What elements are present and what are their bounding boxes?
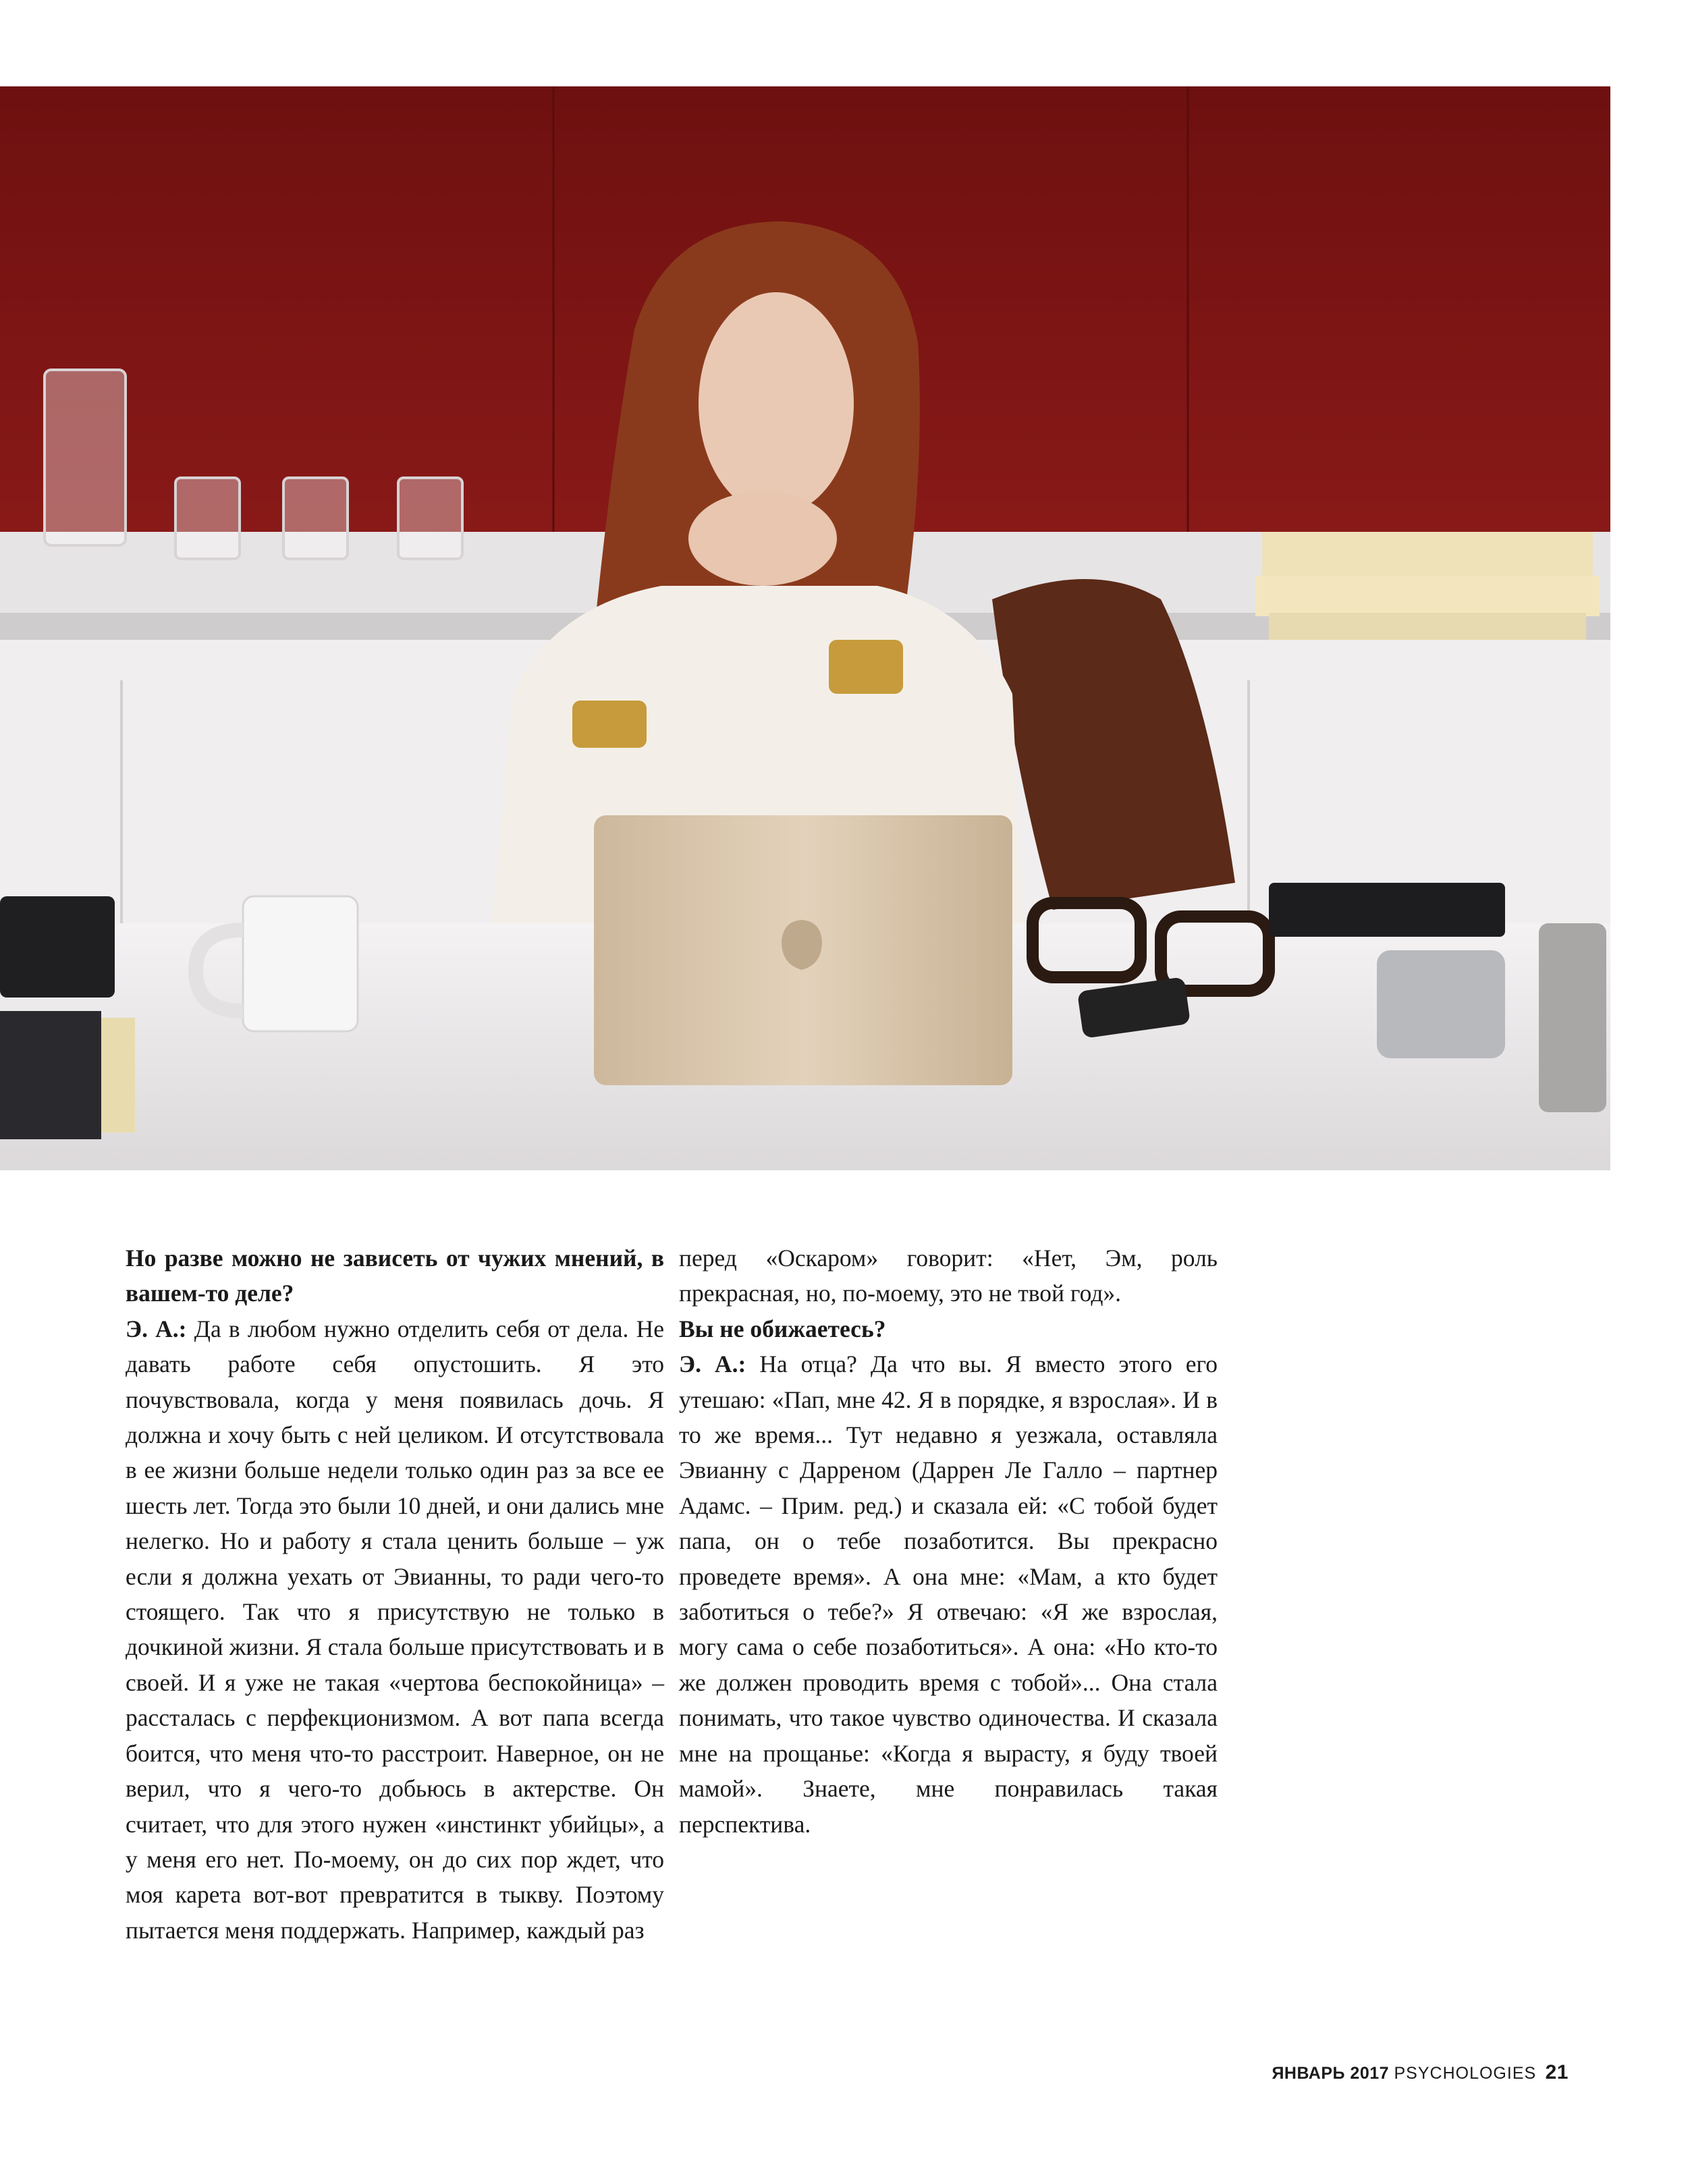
question-text: Вы не обижаетесь?: [679, 1315, 886, 1342]
face: [699, 292, 854, 515]
interview-question: [679, 1311, 1218, 1346]
black-wallet: [1269, 883, 1505, 937]
magazine-name: PSYCHOLOGIES: [1394, 2064, 1537, 2083]
metal-canister: [1377, 950, 1505, 1058]
issue-date: ЯНВАРЬ 2017: [1272, 2064, 1390, 2083]
interview-answer: [679, 1346, 1218, 1842]
hands: [688, 491, 837, 586]
bracelet-left: [572, 701, 647, 748]
speaker-label: Э. А.:: [126, 1315, 187, 1342]
bracelet-right: [829, 640, 903, 694]
speaker-label: Э. А.:: [679, 1350, 746, 1378]
answer-continuation: [679, 1240, 1218, 1311]
question-text: Но разве можно не зависеть от чужих мнений, в вашем-то деле?: [126, 1245, 664, 1307]
page-footer: [1272, 2061, 1569, 2084]
interview-question: [126, 1240, 664, 1311]
paper-stack: [1255, 532, 1600, 640]
interview-answer: [126, 1311, 664, 1948]
text-column-right: [679, 1240, 1218, 1842]
photo-illustration: [0, 86, 1610, 1170]
article-photo: [0, 86, 1610, 1170]
continuation-text: перед «Оскаром» говорит: «Нет, Эм, роль прекрасная, но, по-моему, это не твой год».: [679, 1245, 1218, 1307]
answer-text: На отца? Да что вы. Я вместо этого его утешаю: «Пап, мне 42. Я в порядке, я взрослая». И в то же время... Тут недавно я уезжала, оставляла Эвианну с Дарреном (Даррен Ле Галло – партнер Адамс. – Прим. ред.) и сказала ей: «С тобой будет папа, он о тебе позаботится. Вы прекрасно проведете время». А она мне: «Мам, а кто будет заботиться о тебе?» Я отвечаю: «Я же взрослая, могу сама о себе позаботиться». А она: «Но кто-то же должен проводить время с тобой»... Она стала понимать, что такое чувство одиночества. И сказала мне на прощанье: «Когда я вырасту, я буду твоей мамой». Знаете, мне понравилась такая перспектива.: [679, 1350, 1218, 1838]
page-number: 21: [1545, 2061, 1569, 2083]
answer-text: Да в любом нужно отделить себя от дела. Не давать работе себя опустошить. Я это почувствовала, когда у меня появилась дочь. Я должна и хочу быть с ней целиком. И отсутствовала в ее жизни больше недели только один раз за все ее шесть лет. Тогда это были 10 дней, и они дались мне нелегко. Но и работу я стала ценить больше – уж если я должна уехать от Эвианны, то ради чего-то стоящего. Так что я присутствую не только в дочкиной жизни. Я стала больше присутствовать и в своей. И я уже не такая «чертова беспокойница» – рассталась с перфекционизмом. А вот папа всегда боится, что меня что-то расстроит. Наверное, он не верил, что я чего-то добьюсь в актерстве. Он считает, что для этого нужен «инстинкт убийцы», а у меня его нет. По-моему, он до сих пор ждет, что моя карета вот-вот превратится в тыкву. Поэтому пытается меня поддержать. Например, каждый раз: [126, 1315, 664, 1944]
metal-cylinder: [1539, 923, 1606, 1112]
text-column-left: [126, 1240, 664, 1948]
notebooks: [0, 896, 135, 1139]
